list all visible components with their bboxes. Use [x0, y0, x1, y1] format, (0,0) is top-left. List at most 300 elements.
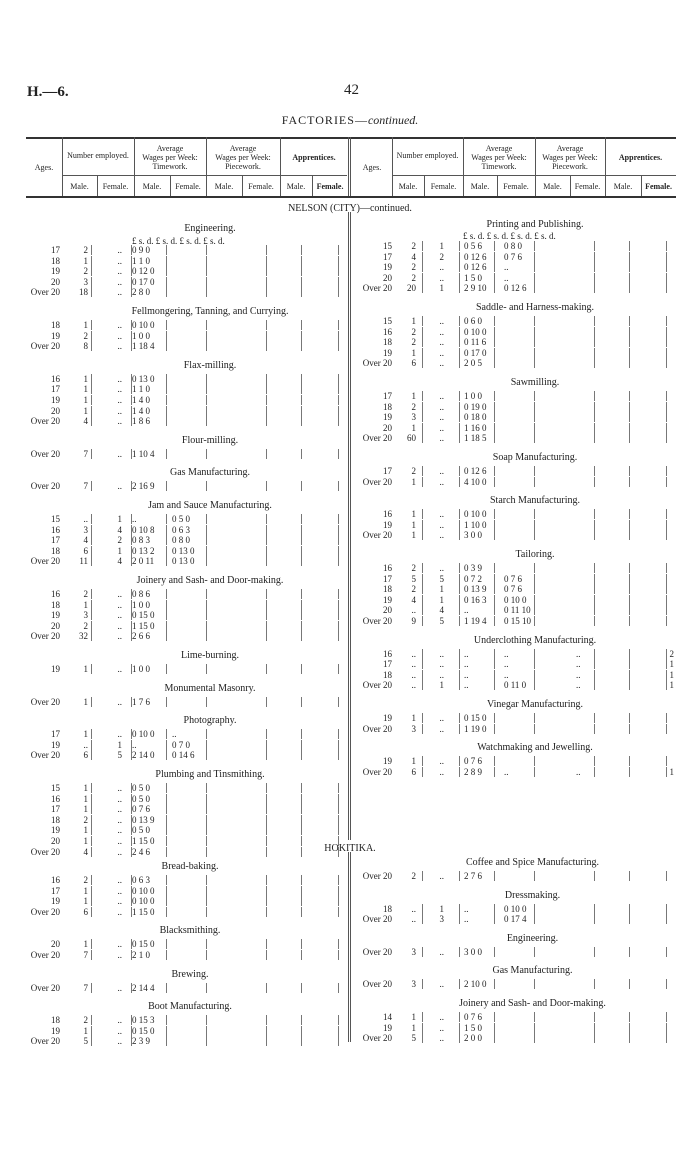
column-rule: [494, 914, 495, 924]
column-rule: [594, 241, 595, 251]
column-rule: [422, 1012, 423, 1022]
value-cell: 0 7 6: [504, 584, 522, 595]
column-rule: [166, 449, 167, 459]
column-rule: [594, 584, 595, 594]
header-avg-time: [134, 144, 206, 171]
value-cell: 2: [411, 337, 416, 348]
table-row: [26, 610, 346, 620]
column-rule: [91, 589, 92, 599]
value-cell: 1: [411, 476, 416, 487]
table-row: [26, 794, 346, 804]
value-cell: ..: [117, 448, 122, 459]
value-cell: ..: [117, 1036, 122, 1047]
column-rule: [534, 466, 535, 476]
column-rule: [594, 904, 595, 914]
value-cell: 0 10 0: [464, 509, 487, 520]
age-cell: Over 20: [362, 914, 392, 925]
table-row: [26, 341, 346, 351]
column-rule: [459, 979, 460, 989]
column-rule: [422, 724, 423, 734]
column-rule: [422, 713, 423, 723]
section-title: Saddle- and Harness-making.: [475, 302, 595, 313]
column-rule: [131, 449, 132, 459]
column-rule: [422, 584, 423, 594]
section-title: Plumbing and Tinsmithing.: [155, 769, 265, 780]
column-rule: [166, 815, 167, 825]
column-rule: [206, 1026, 207, 1036]
column-rule: [91, 950, 92, 960]
value-cell: 1: [83, 783, 88, 793]
column-rule: [91, 266, 92, 276]
header-apprentices: Apprentices.: [292, 153, 336, 162]
table-row: [26, 481, 346, 491]
value-cell: ..: [576, 680, 581, 691]
value-cell: 1: [83, 804, 88, 815]
column-rule: [629, 337, 630, 347]
column-rule: [301, 514, 302, 524]
age-cell: 18: [51, 599, 60, 610]
column-rule: [459, 327, 460, 337]
column-rule: [494, 423, 495, 433]
table-row: [354, 433, 684, 443]
value-cell: ..: [117, 373, 122, 384]
age-cell: 20: [383, 272, 392, 283]
column-rule: [629, 713, 630, 723]
column-rule: [494, 605, 495, 615]
column-rule: [534, 391, 535, 401]
column-rule: [338, 750, 339, 760]
column-rule: [534, 252, 535, 262]
value-cell: 1: [669, 669, 674, 680]
column-rule: [91, 287, 92, 297]
column-rule: [338, 939, 339, 949]
age-cell: 17: [383, 466, 392, 476]
value-cell: 3: [411, 723, 416, 734]
column-rule: [494, 1033, 495, 1043]
column-rule: [301, 697, 302, 707]
age-cell: 19: [51, 896, 60, 907]
column-rule: [131, 750, 132, 760]
column-rule: [666, 283, 667, 293]
column-rule: [594, 509, 595, 519]
column-rule: [629, 273, 630, 283]
value-cell: ..: [411, 680, 416, 691]
column-rule: [301, 875, 302, 885]
column-rule: [131, 939, 132, 949]
column-rule: [166, 374, 167, 384]
value-cell: 0 8 3: [132, 535, 150, 546]
column-rule: [494, 520, 495, 530]
value-cell: 1: [411, 391, 416, 401]
column-rule: [422, 273, 423, 283]
column-rule: [422, 574, 423, 584]
value-cell: ..: [117, 266, 122, 277]
column-rule: [91, 847, 92, 857]
column-rule: [534, 433, 535, 443]
section-title: Flax-milling.: [183, 359, 237, 371]
value-cell: 0 12 6: [464, 262, 487, 273]
column-rule: [266, 907, 267, 917]
column-rule: [494, 563, 495, 573]
column-rule: [534, 316, 535, 326]
section-title: Flour-milling.: [181, 434, 239, 446]
value-cell: 2: [411, 466, 416, 476]
value-cell: 0 10 0: [132, 729, 155, 740]
column-rule: [494, 412, 495, 422]
column-rule: [534, 904, 535, 914]
value-cell: ..: [117, 405, 122, 416]
column-rule: [534, 767, 535, 777]
value-cell: 1 1 0: [132, 384, 150, 395]
value-cell: ..: [132, 739, 137, 750]
header-male: Male.: [470, 182, 490, 191]
table-row: [354, 904, 684, 914]
column-rule: [594, 1033, 595, 1043]
age-cell: Over 20: [362, 871, 392, 881]
value-cell: ..: [439, 713, 444, 723]
column-rule: [534, 530, 535, 540]
column-rule: [301, 331, 302, 341]
column-rule: [338, 664, 339, 674]
table-row: [26, 631, 346, 641]
column-rule: [459, 423, 460, 433]
column-rule: [629, 252, 630, 262]
value-cell: 1: [83, 599, 88, 610]
column-rule: [131, 794, 132, 804]
value-cell: ..: [411, 659, 416, 670]
column-rule: [131, 406, 132, 416]
value-cell: ..: [117, 939, 122, 950]
value-cell: 4: [411, 251, 416, 262]
column-rule: [301, 896, 302, 906]
column-rule: [666, 1033, 667, 1043]
column-rule: [422, 563, 423, 573]
column-rule: [266, 621, 267, 631]
value-cell: 3 0 0: [464, 530, 482, 541]
header-avg-time: [463, 144, 535, 171]
column-rule: [666, 649, 667, 659]
column-rule: [666, 756, 667, 766]
column-rule: [131, 875, 132, 885]
column-rule: [459, 659, 460, 669]
value-cell: 0 9 0: [132, 245, 150, 255]
value-cell: ..: [439, 659, 444, 670]
column-rule: [494, 466, 495, 476]
column-rule: [422, 348, 423, 358]
value-cell: ..: [117, 341, 122, 352]
column-rule: [422, 659, 423, 669]
column-rule: [206, 589, 207, 599]
column-rule: [266, 449, 267, 459]
value-cell: 0 13 2: [132, 545, 155, 556]
column-rule: [166, 610, 167, 620]
value-cell: 2: [411, 584, 416, 595]
column-rule: [422, 477, 423, 487]
table-row: [354, 391, 684, 401]
column-rule: [338, 449, 339, 459]
column-rule: [166, 1026, 167, 1036]
value-cell: 20: [407, 283, 416, 294]
region-hokitika: HOKITIKA.: [324, 843, 376, 854]
table-row: [354, 616, 684, 626]
column-rule: [494, 904, 495, 914]
column-rule: [534, 914, 535, 924]
column-rule: [206, 1015, 207, 1025]
value-cell: 11: [79, 556, 88, 567]
table-row: [354, 914, 684, 924]
column-rule: [91, 610, 92, 620]
column-rule: [494, 649, 495, 659]
column-rule: [301, 384, 302, 394]
column-rule: [166, 256, 167, 266]
column-rule: [494, 724, 495, 734]
column-rule: [494, 316, 495, 326]
column-rule: [131, 589, 132, 599]
column-rule: [629, 327, 630, 337]
column-rule: [166, 631, 167, 641]
section-title: Engineering.: [184, 223, 236, 234]
column-rule: [301, 794, 302, 804]
column-rule: [166, 406, 167, 416]
column-rule: [594, 713, 595, 723]
value-cell: 0 14 6: [172, 750, 195, 761]
column-rule: [301, 847, 302, 857]
column-rule: [131, 886, 132, 896]
column-rule: [629, 914, 630, 924]
value-cell: 1: [439, 903, 444, 914]
column-rule: [131, 740, 132, 750]
value-cell: 0 17 4: [504, 914, 527, 925]
column-rule: [338, 556, 339, 566]
age-cell: 19: [383, 1022, 392, 1033]
value-cell: ..: [464, 605, 469, 616]
age-cell: 17: [51, 535, 60, 546]
section-title: Jam and Sauce Manufacturing.: [148, 500, 272, 511]
column-rule: [338, 847, 339, 857]
column-rule: [629, 649, 630, 659]
column-rule: [266, 664, 267, 674]
header-female: Female.: [503, 182, 529, 191]
column-rule: [206, 794, 207, 804]
header-male: Male.: [543, 182, 562, 191]
age-cell: 15: [51, 514, 60, 524]
column-rule: [166, 740, 167, 750]
value-cell: 0 13 9: [464, 584, 487, 595]
column-rule: [206, 886, 207, 896]
value-cell: ..: [117, 481, 122, 492]
column-rule: [666, 584, 667, 594]
column-rule: [459, 466, 460, 476]
value-cell: 2: [439, 251, 444, 262]
column-rule: [338, 783, 339, 793]
value-cell: 5: [117, 750, 122, 761]
column-rule: [459, 252, 460, 262]
column-rule: [91, 697, 92, 707]
column-rule: [131, 245, 132, 255]
column-rule: [666, 605, 667, 615]
value-cell: 1 7 6: [132, 696, 150, 707]
table-row: [26, 939, 346, 949]
value-cell: 3 0 0: [464, 946, 482, 957]
value-cell: 0 10 0: [504, 903, 527, 914]
column-rule: [266, 740, 267, 750]
header-female: Female.: [316, 182, 344, 191]
header-avg-time-3: Timework.: [152, 162, 188, 171]
value-cell: 1 0 0: [132, 330, 150, 341]
column-rule: [131, 546, 132, 556]
column-rule: [166, 950, 167, 960]
value-cell: 1: [669, 659, 674, 670]
value-cell: 0 19 0: [464, 401, 487, 412]
column-rule: [301, 556, 302, 566]
column-rule: [166, 535, 167, 545]
value-cell: 1 19 0: [464, 723, 487, 734]
column-rule: [494, 348, 495, 358]
column-rule: [422, 262, 423, 272]
column-rule: [666, 914, 667, 924]
age-cell: Over 20: [362, 433, 392, 444]
title-main: FACTORIES—: [281, 113, 368, 127]
value-cell: 1 10 4: [132, 448, 155, 459]
column-rule: [534, 262, 535, 272]
table-row: [26, 535, 346, 545]
column-rule: [338, 804, 339, 814]
value-cell: 2: [669, 648, 674, 659]
column-rule: [422, 423, 423, 433]
column-rule: [206, 939, 207, 949]
value-cell: ..: [117, 620, 122, 631]
age-cell: 18: [51, 814, 60, 825]
column-rule: [206, 277, 207, 287]
column-rule: [594, 252, 595, 262]
table-row: [26, 600, 346, 610]
column-rule: [494, 273, 495, 283]
value-cell: 1: [439, 241, 444, 251]
region-nelson: NELSON (CITY)—continued.: [288, 203, 412, 214]
column-rule: [666, 904, 667, 914]
column-rule: [301, 277, 302, 287]
page-title: [0, 113, 700, 128]
column-rule: [494, 767, 495, 777]
age-cell: 19: [383, 519, 392, 530]
column-rule: [666, 659, 667, 669]
value-cell: 3: [83, 610, 88, 621]
column-rule: [338, 836, 339, 846]
column-rule: [131, 600, 132, 610]
column-rule: [206, 449, 207, 459]
age-cell: Over 20: [362, 476, 392, 487]
column-rule: [131, 896, 132, 906]
column-rule: [459, 316, 460, 326]
column-rule: [91, 783, 92, 793]
value-cell: 6: [411, 766, 416, 777]
table-row: [26, 750, 346, 760]
column-rule: [131, 610, 132, 620]
value-cell: 1 15 0: [132, 620, 155, 631]
value-cell: 0 10 0: [464, 326, 487, 337]
column-rule: [338, 886, 339, 896]
column-rule: [166, 621, 167, 631]
column-rule: [629, 509, 630, 519]
column-rule: [166, 983, 167, 993]
age-cell: 16: [383, 509, 392, 520]
column-rule: [459, 348, 460, 358]
column-rule: [301, 449, 302, 459]
column-rule: [266, 514, 267, 524]
column-rule: [459, 563, 460, 573]
column-rule: [629, 680, 630, 690]
value-cell: 0 5 0: [132, 793, 150, 804]
table-row: [354, 262, 684, 272]
value-cell: ..: [439, 648, 444, 659]
value-cell: ..: [172, 729, 177, 740]
value-cell: ..: [117, 896, 122, 907]
column-rule: [629, 391, 630, 401]
header-female: Female.: [102, 182, 129, 191]
age-cell: 19: [383, 594, 392, 605]
column-rule: [422, 433, 423, 443]
column-rule: [534, 402, 535, 412]
column-rule: [338, 546, 339, 556]
column-rule: [422, 337, 423, 347]
value-cell: ..: [504, 262, 509, 273]
column-rule: [338, 740, 339, 750]
column-rule: [206, 875, 207, 885]
value-cell: 1: [83, 939, 88, 950]
age-cell: 16: [383, 563, 392, 573]
column-rule: [338, 320, 339, 330]
column-rule: [266, 815, 267, 825]
column-rule: [666, 327, 667, 337]
value-cell: ..: [439, 412, 444, 423]
value-cell: ..: [439, 1012, 444, 1022]
column-rule: [266, 875, 267, 885]
column-rule: [206, 847, 207, 857]
column-rule: [594, 979, 595, 989]
value-cell: 0 7 2: [464, 573, 482, 584]
column-rule: [338, 729, 339, 739]
value-cell: 5: [83, 1036, 88, 1047]
column-rule: [338, 535, 339, 545]
column-rule: [301, 341, 302, 351]
value-cell: 6: [411, 358, 416, 369]
column-rule: [131, 729, 132, 739]
age-cell: 18: [383, 584, 392, 595]
column-rule: [666, 316, 667, 326]
column-rule: [166, 514, 167, 524]
value-cell: 1 8 6: [132, 416, 150, 427]
column-rule: [206, 556, 207, 566]
value-cell: ..: [117, 384, 122, 395]
column-rule: [594, 756, 595, 766]
column-rule: [206, 481, 207, 491]
column-rule: [131, 664, 132, 674]
column-rule: [594, 423, 595, 433]
column-rule: [594, 914, 595, 924]
column-rule: [301, 907, 302, 917]
value-cell: 7: [83, 950, 88, 960]
column-rule: [91, 1036, 92, 1046]
value-cell: 0 13 9: [132, 814, 155, 825]
column-rule: [166, 697, 167, 707]
column-rule: [301, 1036, 302, 1046]
column-rule: [534, 756, 535, 766]
header-avg-piece-1: Average: [229, 144, 257, 153]
column-rule: [131, 395, 132, 405]
age-cell: Over 20: [30, 982, 60, 993]
age-cell: Over 20: [30, 696, 60, 707]
table-row: [354, 767, 684, 777]
